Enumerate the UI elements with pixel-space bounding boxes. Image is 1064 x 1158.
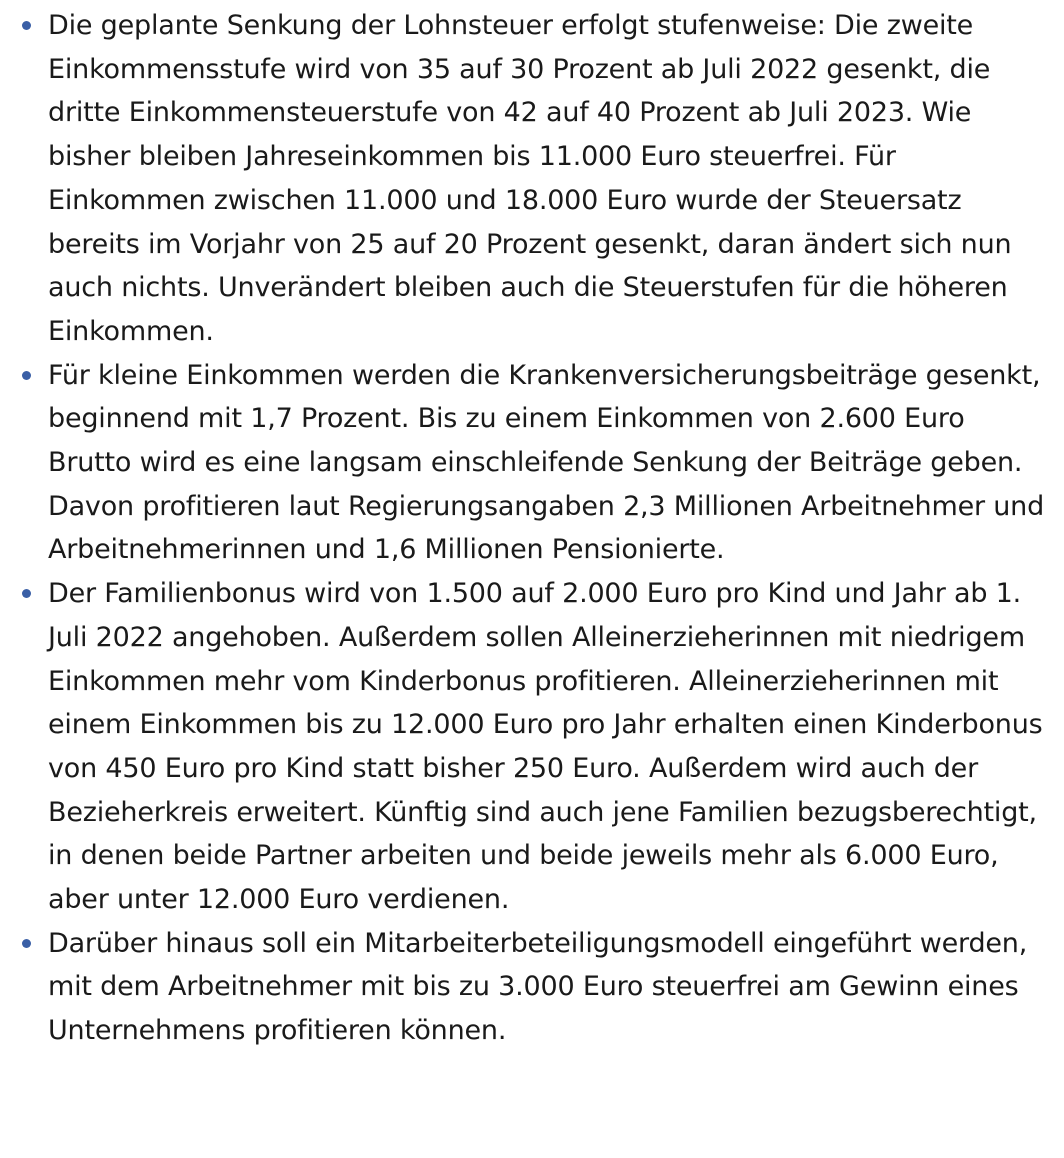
bullet-icon: [22, 371, 31, 380]
list-item-text: Darüber hinaus soll ein Mitarbeiterbeteiligungsmodell eingeführt werden, mit dem Arbeitnehmer mit bis zu 3.000 Euro steuerfrei am Gewinn eines Unternehmens profitieren können.: [48, 927, 1028, 1047]
list-item-income-tax: [48, 4, 1048, 354]
bullet-icon: [22, 21, 31, 30]
list-item-family-bonus: [48, 572, 1048, 922]
bullet-icon: [22, 939, 31, 948]
list-item-text: Die geplante Senkung der Lohnsteuer erfolgt stufenweise: Die zweite Einkommensstufe wird von 35 auf 30 Prozent ab Juli 2022 gesenkt, die dritte Einkommensteuerstufe von 42 auf 40 Prozent ab Juli 2023. Wie bisher bleiben Jahreseinkommen bis 11.000 Euro steuerfrei. Für Einkommen zwischen 11.000 und 18.000 Euro wurde der Steuersatz bereits im Vorjahr von 25 auf 20 Prozent gesenkt, daran ändert sich nun auch nichts. Unverändert bleiben auch die Steuerstufen für die höheren Einkommen.: [48, 10, 1012, 347]
list-item-text: Der Familienbonus wird von 1.500 auf 2.000 Euro pro Kind und Jahr ab 1. Juli 2022 angehoben. Außerdem sollen Alleinerzieherinnen mit niedrigem Einkommen mehr vom Kinderbonus profitieren. Alleinerzieherinnen mit einem Einkommen bis zu 12.000 Euro pro Jahr erhalten einen Kinderbonus von 450 Euro pro Kind statt bisher 250 Euro. Außerdem wird auch der Bezieherkreis erweitert. Künftig sind auch jene Familien bezugsberechtigt, in denen beide Partner arbeiten und beide jeweils mehr als 6.000 Euro, aber unter 12.000 Euro verdienen.: [48, 578, 1043, 916]
article-bullet-list: [48, 4, 1048, 1053]
list-item-employee-participation: [48, 922, 1048, 1053]
list-item-text: Für kleine Einkommen werden die Krankenversicherungsbeiträge gesenkt, beginnend mit 1,7 Prozent. Bis zu einem Einkommen von 2.600 Euro Brutto wird es eine langsam einschleifende Senkung der Beiträge geben. Davon profitieren laut Regierungsangaben 2,3 Millionen Arbeitnehmer und Arbeitnehmerinnen und 1,6 Millionen Pensionierte.: [48, 359, 1045, 566]
list-item-health-insurance: [48, 354, 1048, 573]
bullet-icon: [22, 589, 31, 598]
